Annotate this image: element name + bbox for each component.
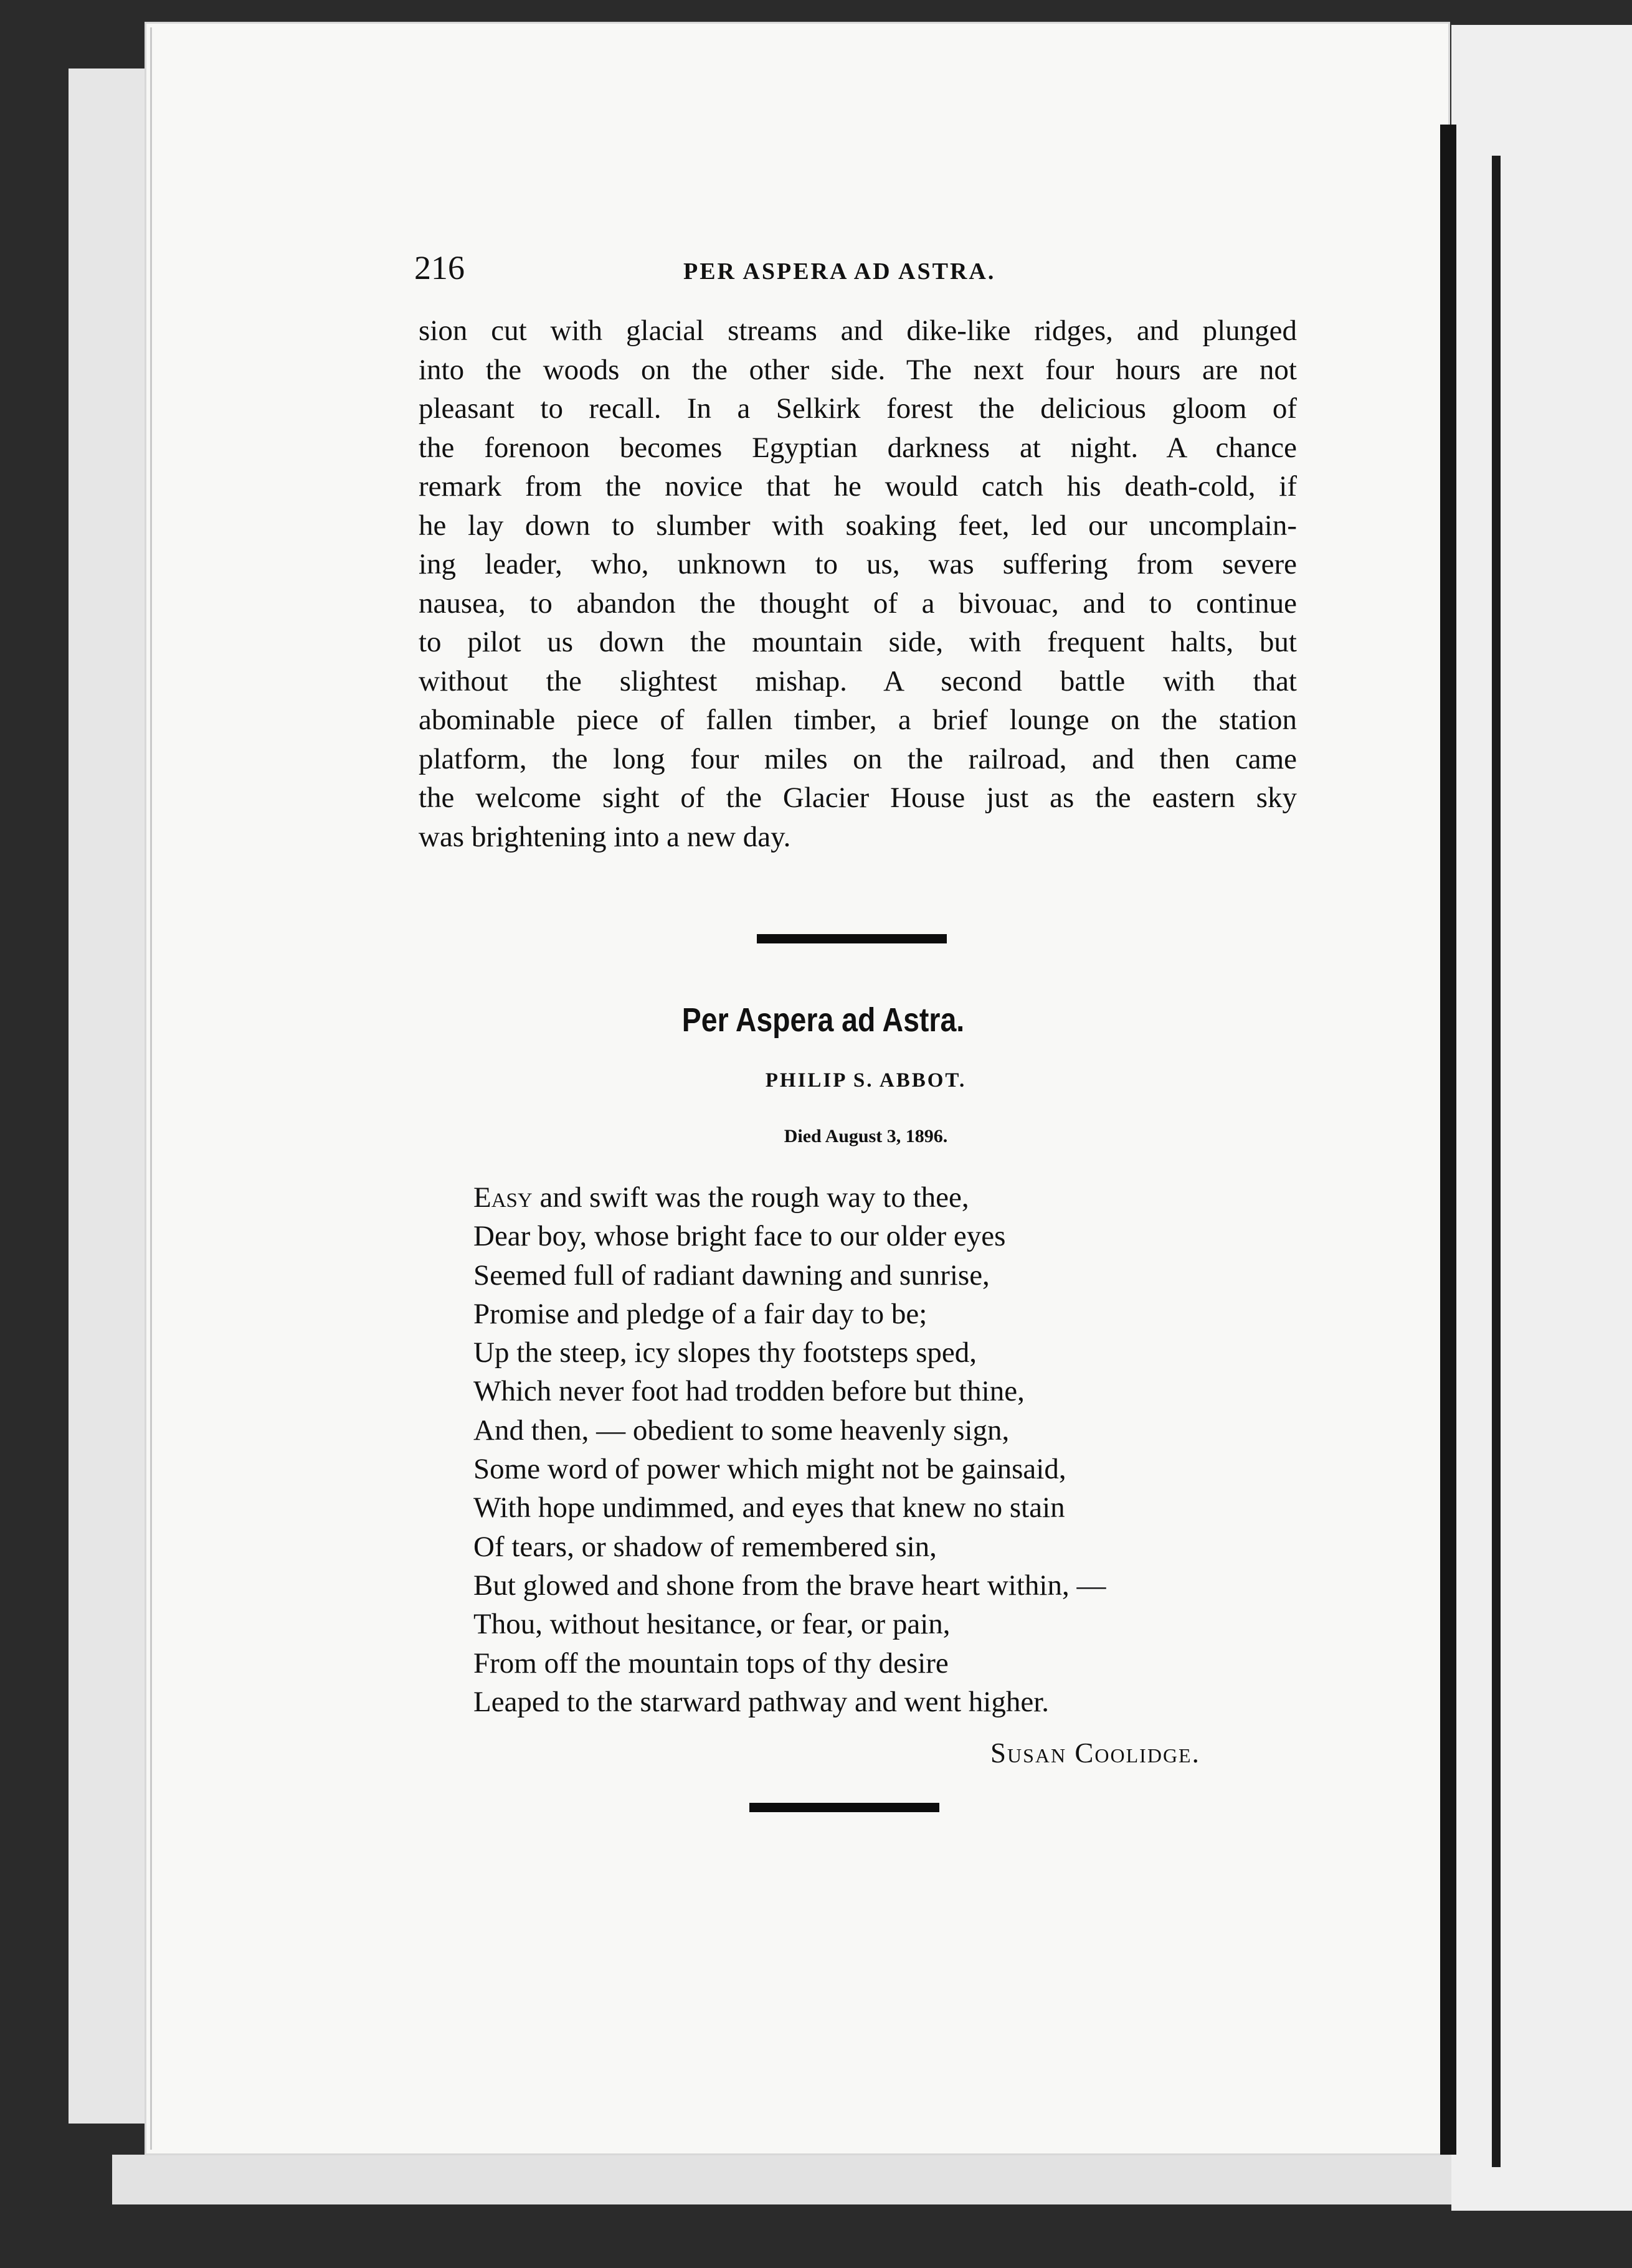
poem-line: With hope undimmed, and eyes that knew no stain: [473, 1491, 1065, 1524]
left-page-edge: [69, 69, 149, 2124]
adjacent-page-edge: [1451, 25, 1632, 2211]
prose-line: without the slightest mishap. A second battle with that: [419, 664, 1297, 697]
prose-line: to pilot us down the mountain side, with frequent halts, but: [419, 626, 1297, 658]
body-paragraph: [419, 311, 1297, 856]
prose-line: into the woods on the other side. The next four hours are not: [419, 353, 1297, 386]
poem-line: [473, 1178, 1283, 1217]
prose-line: nausea, to abandon the thought of a bivouac, and to continue: [419, 587, 1297, 620]
poem-line: Leaped to the starward pathway and went higher.: [473, 1685, 1050, 1718]
poem-line: Of tears, or shadow of remembered sin,: [473, 1530, 937, 1563]
poem-dedication-text: PHILIP S. ABBOT.: [765, 1069, 967, 1092]
poem-line: And then, — obedient to some heavenly sign,: [473, 1414, 1010, 1447]
prose-line: ing leader, who, unknown to us, was suffering from severe: [419, 548, 1297, 580]
section-divider-bottom: [749, 1803, 939, 1812]
poem-first-line-rest: and swift was the rough way to thee,: [532, 1181, 969, 1214]
book-spine-shadow: [1492, 156, 1501, 2167]
poem-line: Seemed full of radiant dawning and sunrise,: [473, 1259, 990, 1292]
prose-line: sion cut with glacial streams and dike-like ridges, and plunged: [419, 314, 1297, 347]
prose-line: remark from the novice that he would catch his death-cold, if: [419, 470, 1297, 503]
bottom-page-edge: [112, 2155, 1451, 2204]
poem-line: Promise and pledge of a fair day to be;: [473, 1297, 927, 1330]
poem-line: Dear boy, whose bright face to our older eyes: [473, 1220, 1006, 1253]
poem-line: Thou, without hesitance, or fear, or pain,: [473, 1608, 951, 1641]
poem-title: Per Aspera ad Astra.: [681, 1001, 965, 1039]
prose-line: abominable piece of fallen timber, a brief lounge on the station: [419, 704, 1297, 736]
page-number: 216: [414, 249, 465, 286]
poem-date-text: Died August 3, 1896.: [784, 1126, 948, 1146]
prose-line: pleasant to recall. In a Selkirk forest the delicious gloom of: [419, 392, 1297, 425]
poem-date: [0, 1121, 1632, 1152]
poem-dedication: [0, 1065, 1632, 1096]
poem-body: [473, 1178, 1283, 1721]
poem-author-signature: Susan Coolidge.: [990, 1737, 1200, 1769]
running-title: PER ASPERA AD ASTRA.: [683, 258, 996, 285]
prose-line: platform, the long four miles on the railroad, and then came: [419, 742, 1297, 775]
poem-line: But glowed and shone from the brave heart within, —: [473, 1569, 1106, 1602]
running-header: [414, 246, 1286, 290]
prose-line: the welcome sight of the Glacier House just as the eastern sky: [419, 782, 1297, 814]
poem-line: Which never foot had trodden before but thine,: [473, 1375, 1025, 1408]
prose-line: the forenoon becomes Egyptian darkness at night. A chance: [419, 431, 1297, 464]
poem-line: From off the mountain tops of thy desire: [473, 1647, 949, 1680]
prose-line: was brightening into a new day.: [419, 820, 791, 853]
section-divider-top: [757, 934, 947, 943]
poem-first-word: Easy: [473, 1181, 533, 1214]
poem-line: Some word of power which might not be gainsaid,: [473, 1453, 1066, 1486]
prose-line: he lay down to slumber with soaking feet, led our uncomplain-: [419, 509, 1297, 542]
poem-line: Up the steep, icy slopes thy footsteps sped,: [473, 1336, 977, 1369]
